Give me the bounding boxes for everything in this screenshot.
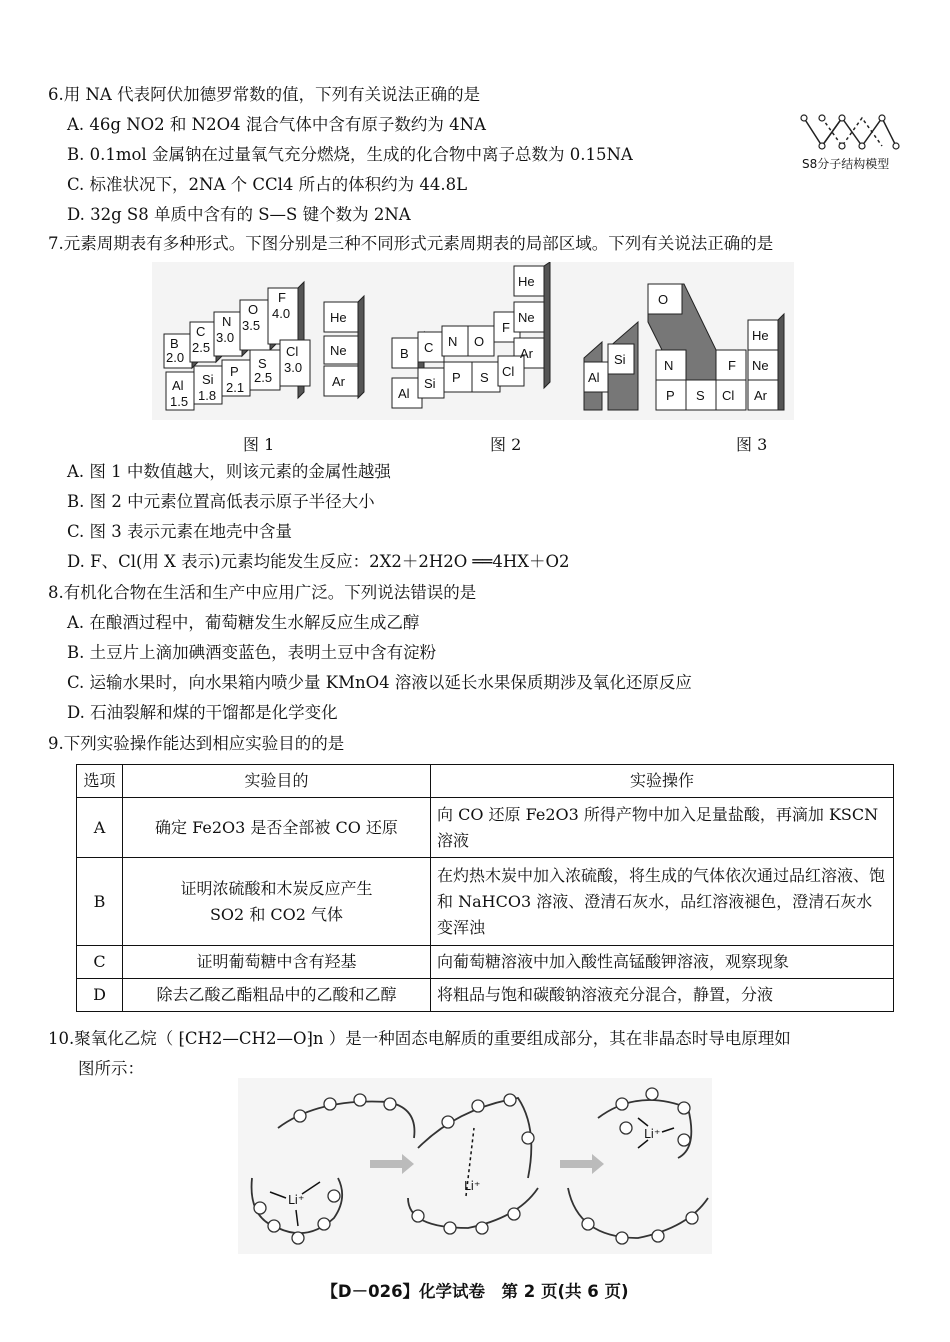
table-header-row (77, 765, 894, 798)
q9-stem: 9.下列实验操作能达到相应实验目的的是 (48, 734, 345, 753)
header-goal: 实验目的 (123, 765, 431, 798)
svg-text:Ar: Ar (754, 388, 767, 403)
svg-text:Si: Si (202, 372, 214, 387)
svg-text:Ne: Ne (752, 358, 769, 373)
s8-model-caption: S8分子结构模型 (802, 157, 890, 171)
page-footer: 【D－026】化学试卷 第 2 页(共 6 页) (321, 1282, 629, 1301)
svg-text:Si: Si (614, 352, 626, 367)
svg-text:2.1: 2.1 (226, 380, 245, 395)
svg-text:Ne: Ne (330, 343, 347, 358)
q8-option-d: D. 石油裂解和煤的干馏都是化学变化 (67, 703, 338, 722)
q6-option-b: B. 0.1mol 金属钠在过量氧气充分燃烧，生成的化合物中离子总数为 0.15NA (67, 145, 633, 164)
svg-text:O: O (658, 292, 669, 307)
svg-text:B: B (170, 336, 179, 351)
figure-1-caption: 图 1 (243, 435, 275, 454)
q8-option-a: A. 在酿酒过程中，葡萄糖发生水解反应生成乙醇 (67, 613, 420, 632)
header-operation: 实验操作 (431, 765, 894, 798)
svg-text:He: He (330, 310, 347, 325)
table-row: B 证明浓硫酸和木炭反应产生 SO2 和 CO2 气体 在灼热木炭中加入浓硫酸，将生成的气体依次通过品红溶液、饱和 NaHCO3 溶液、澄清石灰水，品红溶液褪色，澄清石灰水变浑浊 (77, 858, 894, 946)
svg-text:S: S (696, 388, 705, 403)
svg-text:Ne: Ne (518, 310, 535, 325)
figure-3-caption: 图 3 (736, 435, 768, 454)
table-row: A 确定 Fe2O3 是否全部被 CO 还原 向 CO 还原 Fe2O3 所得产物中加入足量盐酸，再滴加 KSCN 溶液 (77, 798, 894, 858)
svg-text:Si: Si (424, 376, 436, 391)
svg-text:P: P (230, 364, 239, 379)
svg-text:Al: Al (588, 370, 600, 385)
svg-text:N: N (222, 314, 232, 329)
svg-text:2.0: 2.0 (166, 350, 185, 365)
periodic-table-figures (152, 262, 794, 420)
experiment-table (76, 764, 894, 1012)
svg-text:He: He (518, 274, 535, 289)
q7-option-b: B. 图 2 中元素位置高低表示原子半径大小 (67, 492, 375, 511)
svg-text:2.5: 2.5 (254, 370, 273, 385)
svg-text:B: B (400, 346, 409, 361)
s8-molecule-model (796, 110, 906, 176)
table-row: D 除去乙酸乙酯粗品中的乙酸和乙醇 将粗品与饱和碳酸钠溶液充分混合，静置，分液 (77, 979, 894, 1012)
svg-text:Al: Al (398, 386, 410, 401)
svg-text:F: F (278, 290, 286, 305)
svg-text:Ar: Ar (332, 374, 345, 389)
q6-stem: 6.用 NA 代表阿伏加德罗常数的值，下列有关说法正确的是 (48, 85, 481, 104)
figure-2-caption: 图 2 (490, 435, 522, 454)
svg-text:Ar: Ar (520, 346, 533, 361)
svg-text:P: P (666, 388, 675, 403)
svg-text:C: C (424, 340, 434, 355)
q8-option-c: C. 运输水果时，向水果箱内喷少量 KMnO4 溶液以延长水果保质期涉及氧化还原反应 (67, 673, 692, 692)
svg-text:Cl: Cl (722, 388, 735, 403)
svg-text:3.0: 3.0 (284, 360, 303, 375)
q6-option-d: D. 32g S8 单质中含有的 S—S 键个数为 2NA (67, 205, 411, 224)
q8-stem: 8.有机化合物在生活和生产中应用广泛。下列说法错误的是 (48, 583, 477, 602)
svg-text:1.8: 1.8 (198, 388, 217, 403)
svg-text:1.5: 1.5 (170, 394, 189, 409)
svg-text:F: F (502, 320, 510, 335)
q6-option-a: A. 46g NO2 和 N2O4 混合气体中含有原子数约为 4NA (67, 115, 486, 134)
q10-stem-continued: 图所示： (78, 1059, 144, 1078)
svg-text:3.0: 3.0 (216, 330, 235, 345)
svg-text:P: P (452, 370, 461, 385)
q8-option-b: B. 土豆片上滴加碘酒变蓝色，表明土豆中含有淀粉 (67, 643, 437, 662)
svg-text:N: N (448, 334, 458, 349)
svg-text:4.0: 4.0 (272, 306, 291, 321)
q10-stem: 10.聚氧化乙烷（ ⁅CH2—CH2—O⁆n ）是一种固态电解质的重要组成部分，其在非晶态时导电原理如 (48, 1029, 791, 1048)
q7-option-d: D. F、Cl(用 X 表示)元素均能发生反应：2X2＋2H2O ══4HX＋O2 (67, 552, 570, 571)
table-row: C 证明葡萄糖中含有羟基 向葡萄糖溶液中加入酸性高锰酸钾溶液，观察现象 (77, 946, 894, 979)
svg-text:Al: Al (172, 378, 184, 393)
svg-text:3.5: 3.5 (242, 318, 261, 333)
svg-text:Cl: Cl (502, 364, 515, 379)
svg-text:S: S (258, 356, 267, 371)
li-ion-label-2: Li⁺ (464, 1179, 481, 1193)
svg-text:C: C (196, 324, 206, 339)
svg-text:Cl: Cl (286, 344, 299, 359)
li-ion-label-1: Li⁺ (288, 1193, 305, 1207)
svg-text:F: F (728, 358, 736, 373)
q7-option-a: A. 图 1 中数值越大，则该元素的金属性越强 (67, 462, 391, 481)
svg-text:O: O (248, 302, 259, 317)
q7-option-c: C. 图 3 表示元素在地壳中含量 (67, 522, 293, 541)
svg-text:2.5: 2.5 (192, 340, 211, 355)
q7-stem: 7.元素周期表有多种形式。下图分别是三种不同形式元素周期表的局部区域。下列有关说法正确的是 (48, 234, 774, 253)
svg-text:S: S (480, 370, 489, 385)
svg-text:O: O (474, 334, 485, 349)
svg-text:N: N (664, 358, 674, 373)
q6-option-c: C. 标准状况下，2NA 个 CCl4 所占的体积约为 44.8L (67, 175, 468, 194)
li-ion-conduction-diagram (238, 1078, 712, 1254)
svg-text:He: He (752, 328, 769, 343)
li-ion-label-3: Li⁺ (644, 1127, 661, 1141)
header-option: 选项 (77, 765, 123, 798)
